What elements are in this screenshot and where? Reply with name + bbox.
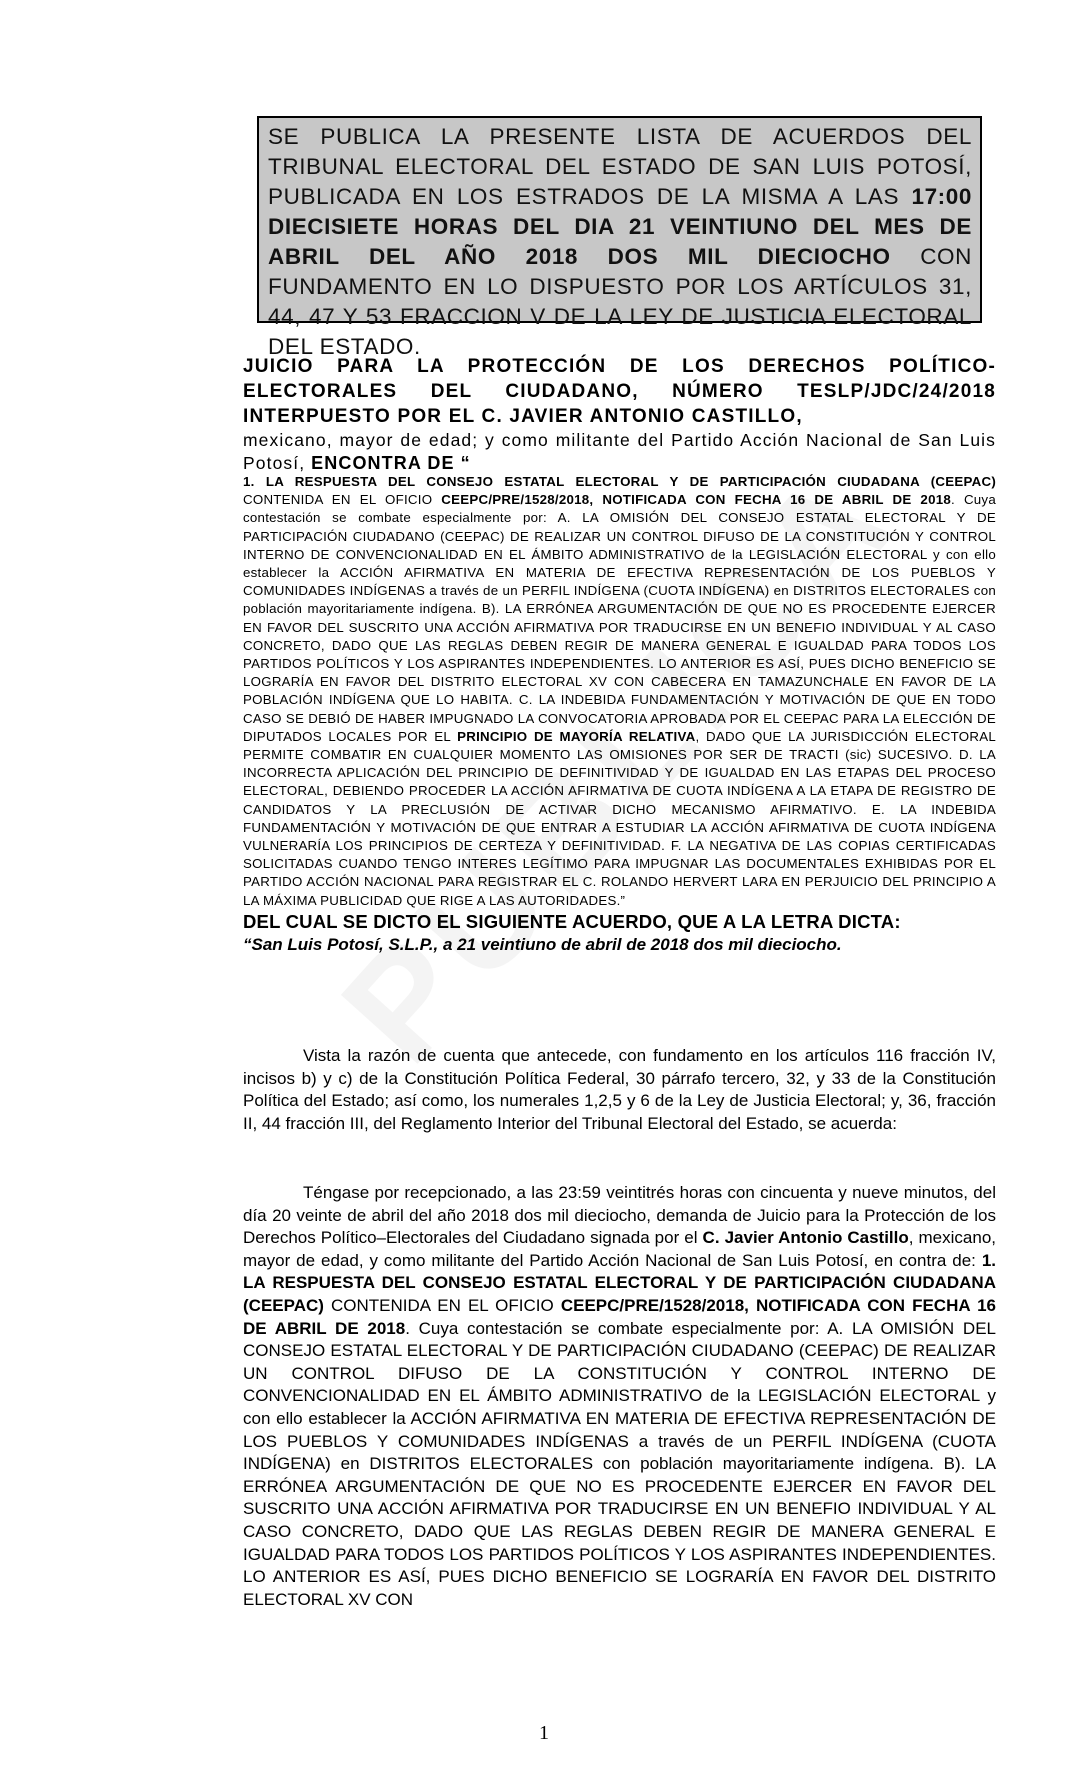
paragraph-fundamentos: Vista la razón de cuenta que antecede, con fundamento en los artículos 116 fracción IV, incisos b) y c) de la Constitución Política Federal, 30 párrafo tercero, 32, y 33 de la Constitución Política del Estado; así como, los numerales 1,2,5 y 6 de la Ley de Justicia Electoral; y, 36, fracción II, 44 fracción III, del Reglamento Interior del Tribunal Electoral del Estado, se acuerda:	[243, 1046, 996, 1133]
recepcion-text-1: Téngase por recepcionado, a las 23:59 veintitrés horas con cincuenta y nueve minutos, del día 20 veinte de abril del año 2018 dos mil dieciocho, demanda de Juicio para la Protección de los Derechos Político–Electorales del Ciudadano signada por el	[243, 1183, 996, 1248]
agreement-heading: DEL CUAL SE DICTO EL SIGUIENTE ACUERDO, QUE A LA LETRA DICTA:	[243, 910, 901, 932]
agreement-date: “San Luis Potosí, S.L.P., a 21 veintiuno de abril de 2018 dos mil dieciocho.	[243, 934, 842, 954]
recepcion-text-4: . Cuya contestación se combate especialmente por: A. LA OMISIÓN DEL CONSEJO ESTATAL ELECTORAL Y DE PARTICIPACIÓN CIUDADANO (CEEPAC) DE REALIZAR UN CONTROL DIFUSO DE LA CONSTITUCIÓN Y CONTROL INTERNO DE CONVENCIONALIDAD EN EL ÁMBITO ADMINISTRATIVO de la LEGISLACIÓN ELECTORAL y con ello establecer la ACCIÓN AFIRMATIVA EN MATERIA DE EFECTIVA REPRESENTACIÓN DE LOS PUEBLOS Y COMUNIDADES INDÍGENAS a través de un PERFIL INDÍGENA (CUOTA INDÍGENA) en DISTRITOS ELECTORALES con población mayoritariamente indígena. B). LA ERRÓNEA ARGUMENTACIÓN DE QUE NO ES PROCEDENTE EJERCER EN FAVOR DEL SUSCRITO UNA ACCIÓN AFIRMATIVA POR TRADUCIRSE EN UN BENEFIO INDIVIDUAL Y AL CASO CONCRETO, DADO QUE LAS REGLAS DEBEN REGIR DE MANERA GENERAL E IGUALDAD PARA TODOS LOS PARTIDOS POLÍTICOS Y LOS ASPIRANTES INDEPENDIENTES. LO ANTERIOR ES ASÍ, PUES DICHO BENEFICIO SE LOGRARÍA EN FAVOR DEL DISTRITO ELECTORAL XV CON	[243, 1318, 996, 1609]
case-section	[243, 354, 996, 957]
encontra-label: ENCONTRA DE “	[311, 453, 471, 473]
promovente-name: C. Javier Antonio Castillo	[702, 1228, 909, 1248]
acto-reclamado: 1. LA RESPUESTA DEL CONSEJO ESTATAL ELECTORAL Y DE PARTICIPACIÓN CIUDADANA (CEEPAC)	[243, 474, 996, 489]
oficio-reference: CEEPC/PRE/1528/2018, NOTIFICADA CON FECHA 16 DE ABRIL DE 2018	[441, 492, 952, 508]
notice-text-end: CON FUNDAMENTO EN LO DISPUESTO POR LOS ARTÍCULOS 31, 44, 47 Y 53 FRACCION V DE LA LEY DE JUSTICIA ELECTORAL DEL ESTADO.	[268, 244, 972, 359]
recepcion-oficio: CEEPC/PRE/1528/2018, NOTIFICADA CON FECHA 16 DE ABRIL DE 2018	[243, 1295, 996, 1338]
paragraph-recepcion	[243, 1182, 996, 1611]
mayoria-relativa: PRINCIPIO DE MAYORÍA RELATIVA	[457, 728, 696, 744]
details-text-1: . Cuya contestación se combate especialmente por: A. LA OMISIÓN DEL CONSEJO ESTATAL ELECTORAL Y DE PARTICIPACIÓN CIUDADANO (CEEPAC) DE REALIZAR UN CONTROL DIFUSO DE LA CONSTITUCIÓN Y CONTROL INTERNO DE CONVENCIONALIDAD EN EL ÁMBITO ADMINISTRATIVO de la LEGISLACIÓN ELECTORAL y con ello establecer la ACCIÓN AFIRMATIVA EN MATERIA DE EFECTIVA REPRESENTACIÓN DE LOS PUEBLOS Y COMUNIDADES INDÍGENAS a través de un PERFIL INDÍGENA (CUOTA INDÍGENA) en DISTRITOS ELECTORALES con población mayoritariamente indígena. B). LA ERRÓNEA ARGUMENTACIÓN DE QUE NO ES PROCEDENTE EJERCER EN FAVOR DEL SUSCRITO UNA ACCIÓN AFIRMATIVA POR TRADUCIRSE EN UN BENEFIO INDIVIDUAL Y AL CASO CONCRETO, DADO QUE LAS REGLAS DEBEN REGIR DE MANERA GENERAL E IGUALDAD PARA TODOS LOS PARTIDOS POLÍTICOS Y LOS ASPIRANTES INDEPENDIENTES. LO ANTERIOR ES ASÍ, PUES DICHO BENEFICIO SE LOGRARÍA EN FAVOR DEL DISTRITO ELECTORAL XV CON CABECERA EN TAMAZUNCHALE EN FAVOR DE LA POBLACIÓN INDÍGENA QUE LO HABITA. C. LA INDEBIDA FUNDAMENTACIÓN Y MOTIVACIÓN DE QUE EN TODO CASO SE DEBIÓ DE HABER IMPUGNADO LA CONVOCATORIA APROBADA POR EL CEEPAC PARA LA ELECCIÓN DE DIPUTADOS LOCALES POR EL	[243, 492, 996, 744]
publication-notice-box	[257, 116, 982, 359]
page-number: 1	[539, 1722, 549, 1744]
recepcion-text-3: CONTENIDA EN EL OFICIO	[323, 1295, 561, 1315]
case-title: JUICIO PARA LA PROTECCIÓN DE LOS DERECHOS POLÍTICO-ELECTORALES DEL CIUDADANO, NÚMERO TESLP/JDC/24/2018 INTERPUESTO POR EL C. JAVIER ANTONIO CASTILLO,	[243, 356, 996, 427]
case-party	[243, 429, 996, 475]
notice-text: SE PUBLICA LA PRESENTE LISTA DE ACUERDOS DEL TRIBUNAL ELECTORAL DEL ESTADO DE SAN LUIS POTOSÍ, PUBLICADA EN LOS ESTRADOS DE LA MISMA A LAS	[268, 124, 972, 209]
acto-text: CONTENIDA EN EL OFICIO	[243, 492, 442, 508]
details-text-2: , DADO QUE LA JURISDICCIÓN ELECTORAL PERMITE COMBATIR EN CUALQUIER MOMENTO LAS OMISIONES POR SER DE TRACTI (sic) SUCESIVO. D. LA INCORRECTA APLICACIÓN DEL PRINCIPIO DE DEFINITIVIDAD Y DE IGUALDAD EN LAS ETAPAS DEL PROCESO ELECTORAL, DEBIENDO PROCEDER LA ACCIÓN AFIRMATIVA DE CUOTA INDÍGENA A LA ETAPA DE REGISTRO DE CANDIDATOS Y LA PRECLUSIÓN DE ACTIVAR DICHO MECANISMO AFIRMATIVO. E. LA INDEBIDA FUNDAMENTACIÓN Y MOTIVACIÓN DE QUE ENTRAR A ESTUDIAR LA ACCIÓN AFIRMATIVA DE CUOTA INDÍGENA VULNERARÍA LOS PRINCIPIOS DE CERTEZA Y DEFINITIVIDAD. F. LA NEGATIVA DE LAS COPIAS CERTIFICADAS SOLICITADAS CUANDO TENGO INTERES LEGÍTIMO PARA IMPUGNAR LAS DOCUMENTALES EXHIBIDAS POR EL PARTIDO ACCIÓN NACIONAL PARA REGISTRAR EL C. ROLANDO HERVERT LARA EN PERJUICIO DEL PRINCIPIO A LA MÁXIMA PUBLICIDAD QUE RIGE A LAS AUTORIDADES.”	[243, 728, 997, 908]
party-text: mexicano, mayor de edad; y como militante del Partido Acción Nacional de San Luis Potosí,	[243, 430, 996, 473]
case-details	[243, 473, 996, 910]
recepcion-text-2: , mexicano, mayor de edad, y como militante del Partido Acción Nacional de San Luis Potosí, en contra de:	[243, 1228, 996, 1270]
recepcion-acto: 1. LA RESPUESTA DEL CONSEJO ESTATAL ELECTORAL Y DE PARTICIPACIÓN CIUDADANA (CEEPAC)	[243, 1250, 996, 1315]
notice-bold-text: 17:00 DIECISIETE HORAS DEL DIA 21 VEINTIUNO DEL MES DE ABRIL DEL AÑO 2018 DOS MIL DIECIOCHO	[268, 184, 972, 269]
